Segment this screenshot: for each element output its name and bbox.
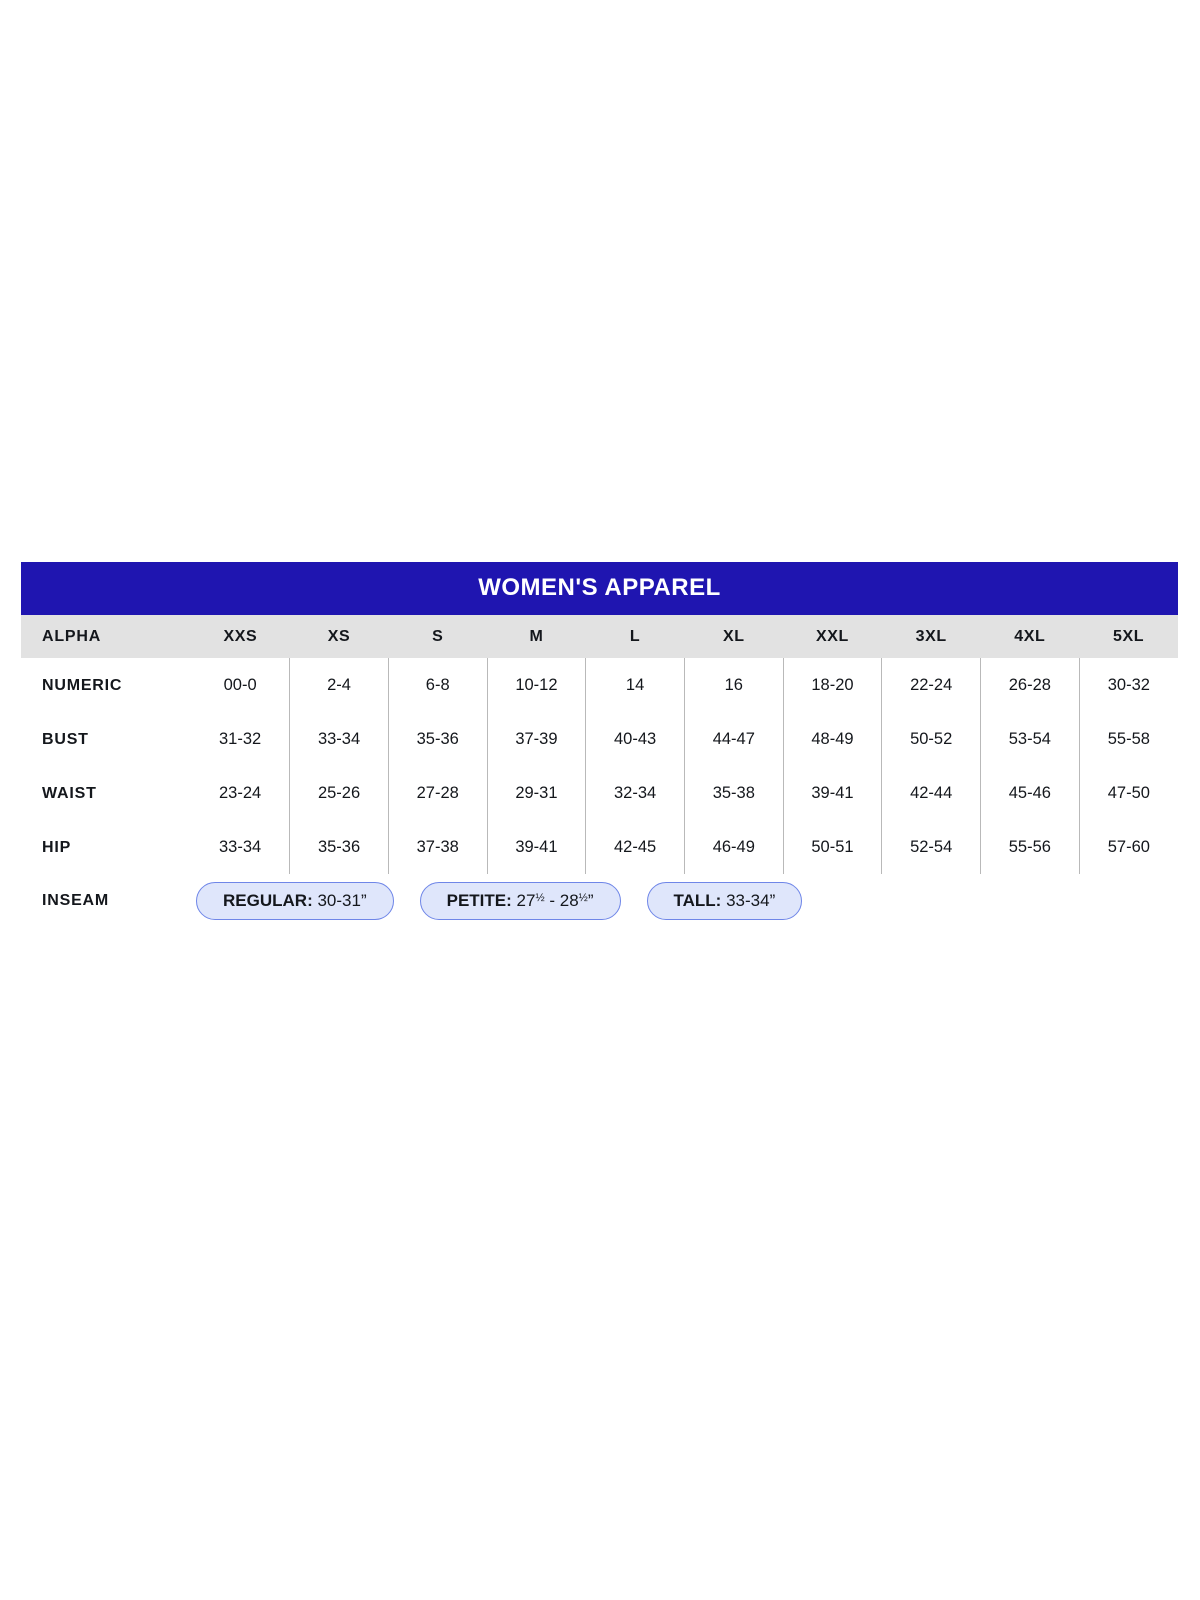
table-cell: 27-28 <box>388 766 487 820</box>
table-header-row <box>21 615 1178 658</box>
table-cell: 42-44 <box>882 766 981 820</box>
column-header-size: 4XL <box>1014 628 1046 645</box>
table-cell: 39-41 <box>783 766 882 820</box>
table-cell: 50-51 <box>783 820 882 874</box>
inseam-petite-value-pre: 27 <box>516 891 536 910</box>
inseam-tall-name: TALL: <box>673 891 722 910</box>
column-header-size: 5XL <box>1113 628 1145 645</box>
column-header-size: S <box>432 628 444 645</box>
table-cell: 48-49 <box>783 712 882 766</box>
inseam-petite-frac1: ½ <box>535 892 545 905</box>
table-cell: 50-52 <box>882 712 981 766</box>
inseam-row <box>21 874 1178 921</box>
inseam-petite-frac2: ½ <box>578 892 588 905</box>
table-cell: 00-0 <box>191 658 290 712</box>
table-row <box>21 712 1178 766</box>
table-cell: 46-49 <box>684 820 783 874</box>
table-cell: 39-41 <box>487 820 586 874</box>
column-header-size: 3XL <box>915 628 947 645</box>
inseam-petite-value-mid: - 28 <box>549 891 579 910</box>
page-title: WOMEN'S APPAREL <box>21 562 1178 615</box>
inseam-petite-value-post: ” <box>587 891 594 910</box>
table-cell: 10-12 <box>487 658 586 712</box>
table-cell: 35-38 <box>684 766 783 820</box>
table-row <box>21 766 1178 820</box>
table-cell: 16 <box>684 658 783 712</box>
table-cell: 25-26 <box>290 766 389 820</box>
row-label: HIP <box>42 838 72 856</box>
table-cell: 32-34 <box>586 766 685 820</box>
table-cell: 2-4 <box>290 658 389 712</box>
table-cell: 33-34 <box>191 820 290 874</box>
inseam-regular-value: 30-31” <box>317 891 367 910</box>
size-table <box>21 615 1178 921</box>
row-label: WAIST <box>42 784 97 802</box>
column-header-size: L <box>629 628 641 645</box>
table-cell: 57-60 <box>1107 838 1150 856</box>
column-header-size: XXS <box>223 628 258 645</box>
size-chart <box>21 562 1178 921</box>
table-cell: 55-56 <box>981 820 1080 874</box>
table-cell: 6-8 <box>388 658 487 712</box>
inseam-regular-name: REGULAR: <box>223 891 313 910</box>
column-header-size: XXL <box>816 628 849 645</box>
inseam-option-tall[interactable] <box>647 882 803 920</box>
table-cell: 47-50 <box>1107 784 1150 802</box>
table-cell: 30-32 <box>1107 676 1150 694</box>
inseam-options <box>191 874 1178 921</box>
table-cell: 40-43 <box>586 712 685 766</box>
table-cell: 23-24 <box>191 766 290 820</box>
table-cell: 44-47 <box>684 712 783 766</box>
inseam-option-regular[interactable] <box>196 882 394 920</box>
table-cell: 37-39 <box>487 712 586 766</box>
column-header-size: XL <box>722 628 745 645</box>
table-cell: 33-34 <box>290 712 389 766</box>
table-cell: 37-38 <box>388 820 487 874</box>
column-header-alpha: ALPHA <box>42 628 102 645</box>
table-row <box>21 820 1178 874</box>
table-cell: 53-54 <box>981 712 1080 766</box>
column-header-size: M <box>529 628 544 645</box>
table-cell: 29-31 <box>487 766 586 820</box>
table-cell: 26-28 <box>981 658 1080 712</box>
table-cell: 18-20 <box>783 658 882 712</box>
row-label: BUST <box>42 730 89 748</box>
table-row <box>21 658 1178 712</box>
table-cell: 35-36 <box>290 820 389 874</box>
row-label-inseam: INSEAM <box>42 892 110 909</box>
table-cell: 14 <box>586 658 685 712</box>
table-cell: 31-32 <box>191 712 290 766</box>
inseam-tall-value: 33-34” <box>726 891 776 910</box>
table-cell: 55-58 <box>1107 730 1150 748</box>
row-label: NUMERIC <box>42 676 123 694</box>
table-cell: 52-54 <box>882 820 981 874</box>
table-cell: 45-46 <box>981 766 1080 820</box>
inseam-petite-name: PETITE: <box>446 891 512 910</box>
table-cell: 42-45 <box>586 820 685 874</box>
column-header-size: XS <box>327 628 351 645</box>
table-cell: 22-24 <box>882 658 981 712</box>
table-cell: 35-36 <box>388 712 487 766</box>
inseam-option-petite[interactable] <box>420 882 621 920</box>
